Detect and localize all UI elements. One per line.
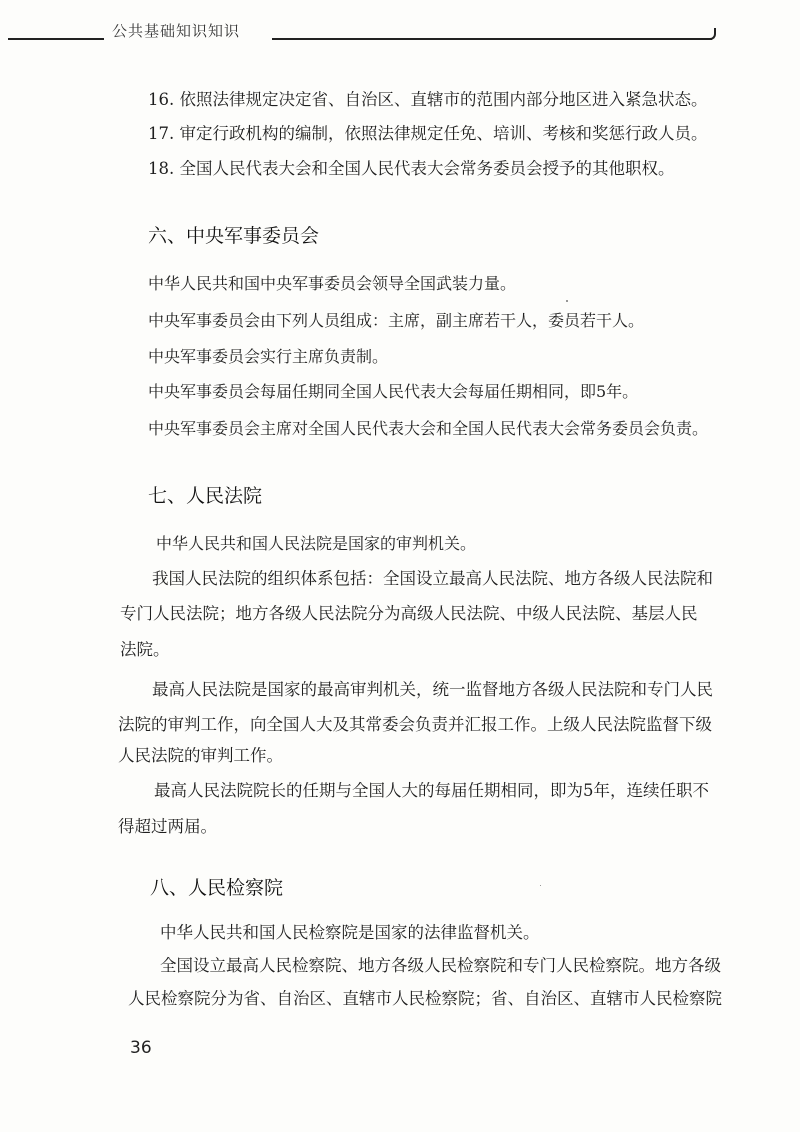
header-rule-left [8, 38, 104, 40]
paragraph-line: 人民法院的审判工作。 [118, 746, 283, 765]
paragraph-line: 最高人民法院是国家的最高审判机关，统一监督地方各级人民法院和专门人民 [152, 680, 713, 699]
section-heading-central-military-commission: 六、中央军事委员会 [148, 225, 320, 247]
scan-speck [540, 885, 541, 886]
paragraph-line: 我国人民法院的组织体系包括：全国设立最高人民法院、地方各级人民法院和 [152, 569, 713, 588]
section-heading-peoples-procuratorates: 八、人民检察院 [150, 877, 284, 899]
paragraph-line: 中央军事委员会每届任期同全国人民代表大会每届任期相同，即5年。 [148, 382, 639, 401]
paragraph-line: 中华人民共和国人民检察院是国家的法律监督机关。 [160, 923, 540, 942]
list-item: 16. 依照法律规定决定省、自治区、直辖市的范围内部分地区进入紧急状态。 [148, 90, 708, 109]
header-rule-hook [706, 28, 716, 40]
list-item: 18. 全国人民代表大会和全国人民代表大会常务委员会授予的其他职权。 [148, 159, 675, 178]
paragraph-line: 专门人民法院；地方各级人民法院分为高级人民法院、中级人民法院、基层人民 [120, 604, 698, 623]
paragraph-line: 法院。 [120, 640, 170, 659]
section-heading-peoples-courts: 七、人民法院 [148, 485, 263, 507]
paragraph-line: 人民检察院分为省、自治区、直辖市人民检察院；省、自治区、直辖市人民检察院 [128, 989, 722, 1008]
paragraph-line: 得超过两届。 [118, 817, 217, 836]
header-rule-right [272, 38, 712, 40]
paragraph-line: 中央军事委员会由下列人员组成：主席，副主席若干人，委员若干人。 [148, 311, 645, 330]
scan-speck [566, 300, 568, 302]
paragraph-line: 中央军事委员会实行主席负责制。 [148, 347, 389, 366]
paragraph-line: 法院的审判工作，向全国人大及其常委会负责并汇报工作。上级人民法院监督下级 [118, 715, 712, 734]
list-item: 17. 审定行政机构的编制，依照法律规定任免、培训、考核和奖惩行政人员。 [148, 124, 708, 143]
paragraph-line: 中华人民共和国人民法院是国家的审判机关。 [156, 534, 477, 553]
paragraph-line: 中央军事委员会主席对全国人民代表大会和全国人民代表大会常务委员会负责。 [148, 419, 709, 438]
paragraph-line: 最高人民法院院长的任期与全国人大的每届任期相同，即为5年，连续任职不 [154, 781, 709, 800]
paragraph-line: 中华人民共和国中央军事委员会领导全国武装力量。 [148, 274, 517, 293]
page-number: 36 [130, 1038, 152, 1058]
paragraph-line: 全国设立最高人民检察院、地方各级人民检察院和专门人民检察院。地方各级 [160, 956, 721, 975]
running-header-title: 公共基础知识知识 [112, 22, 241, 38]
